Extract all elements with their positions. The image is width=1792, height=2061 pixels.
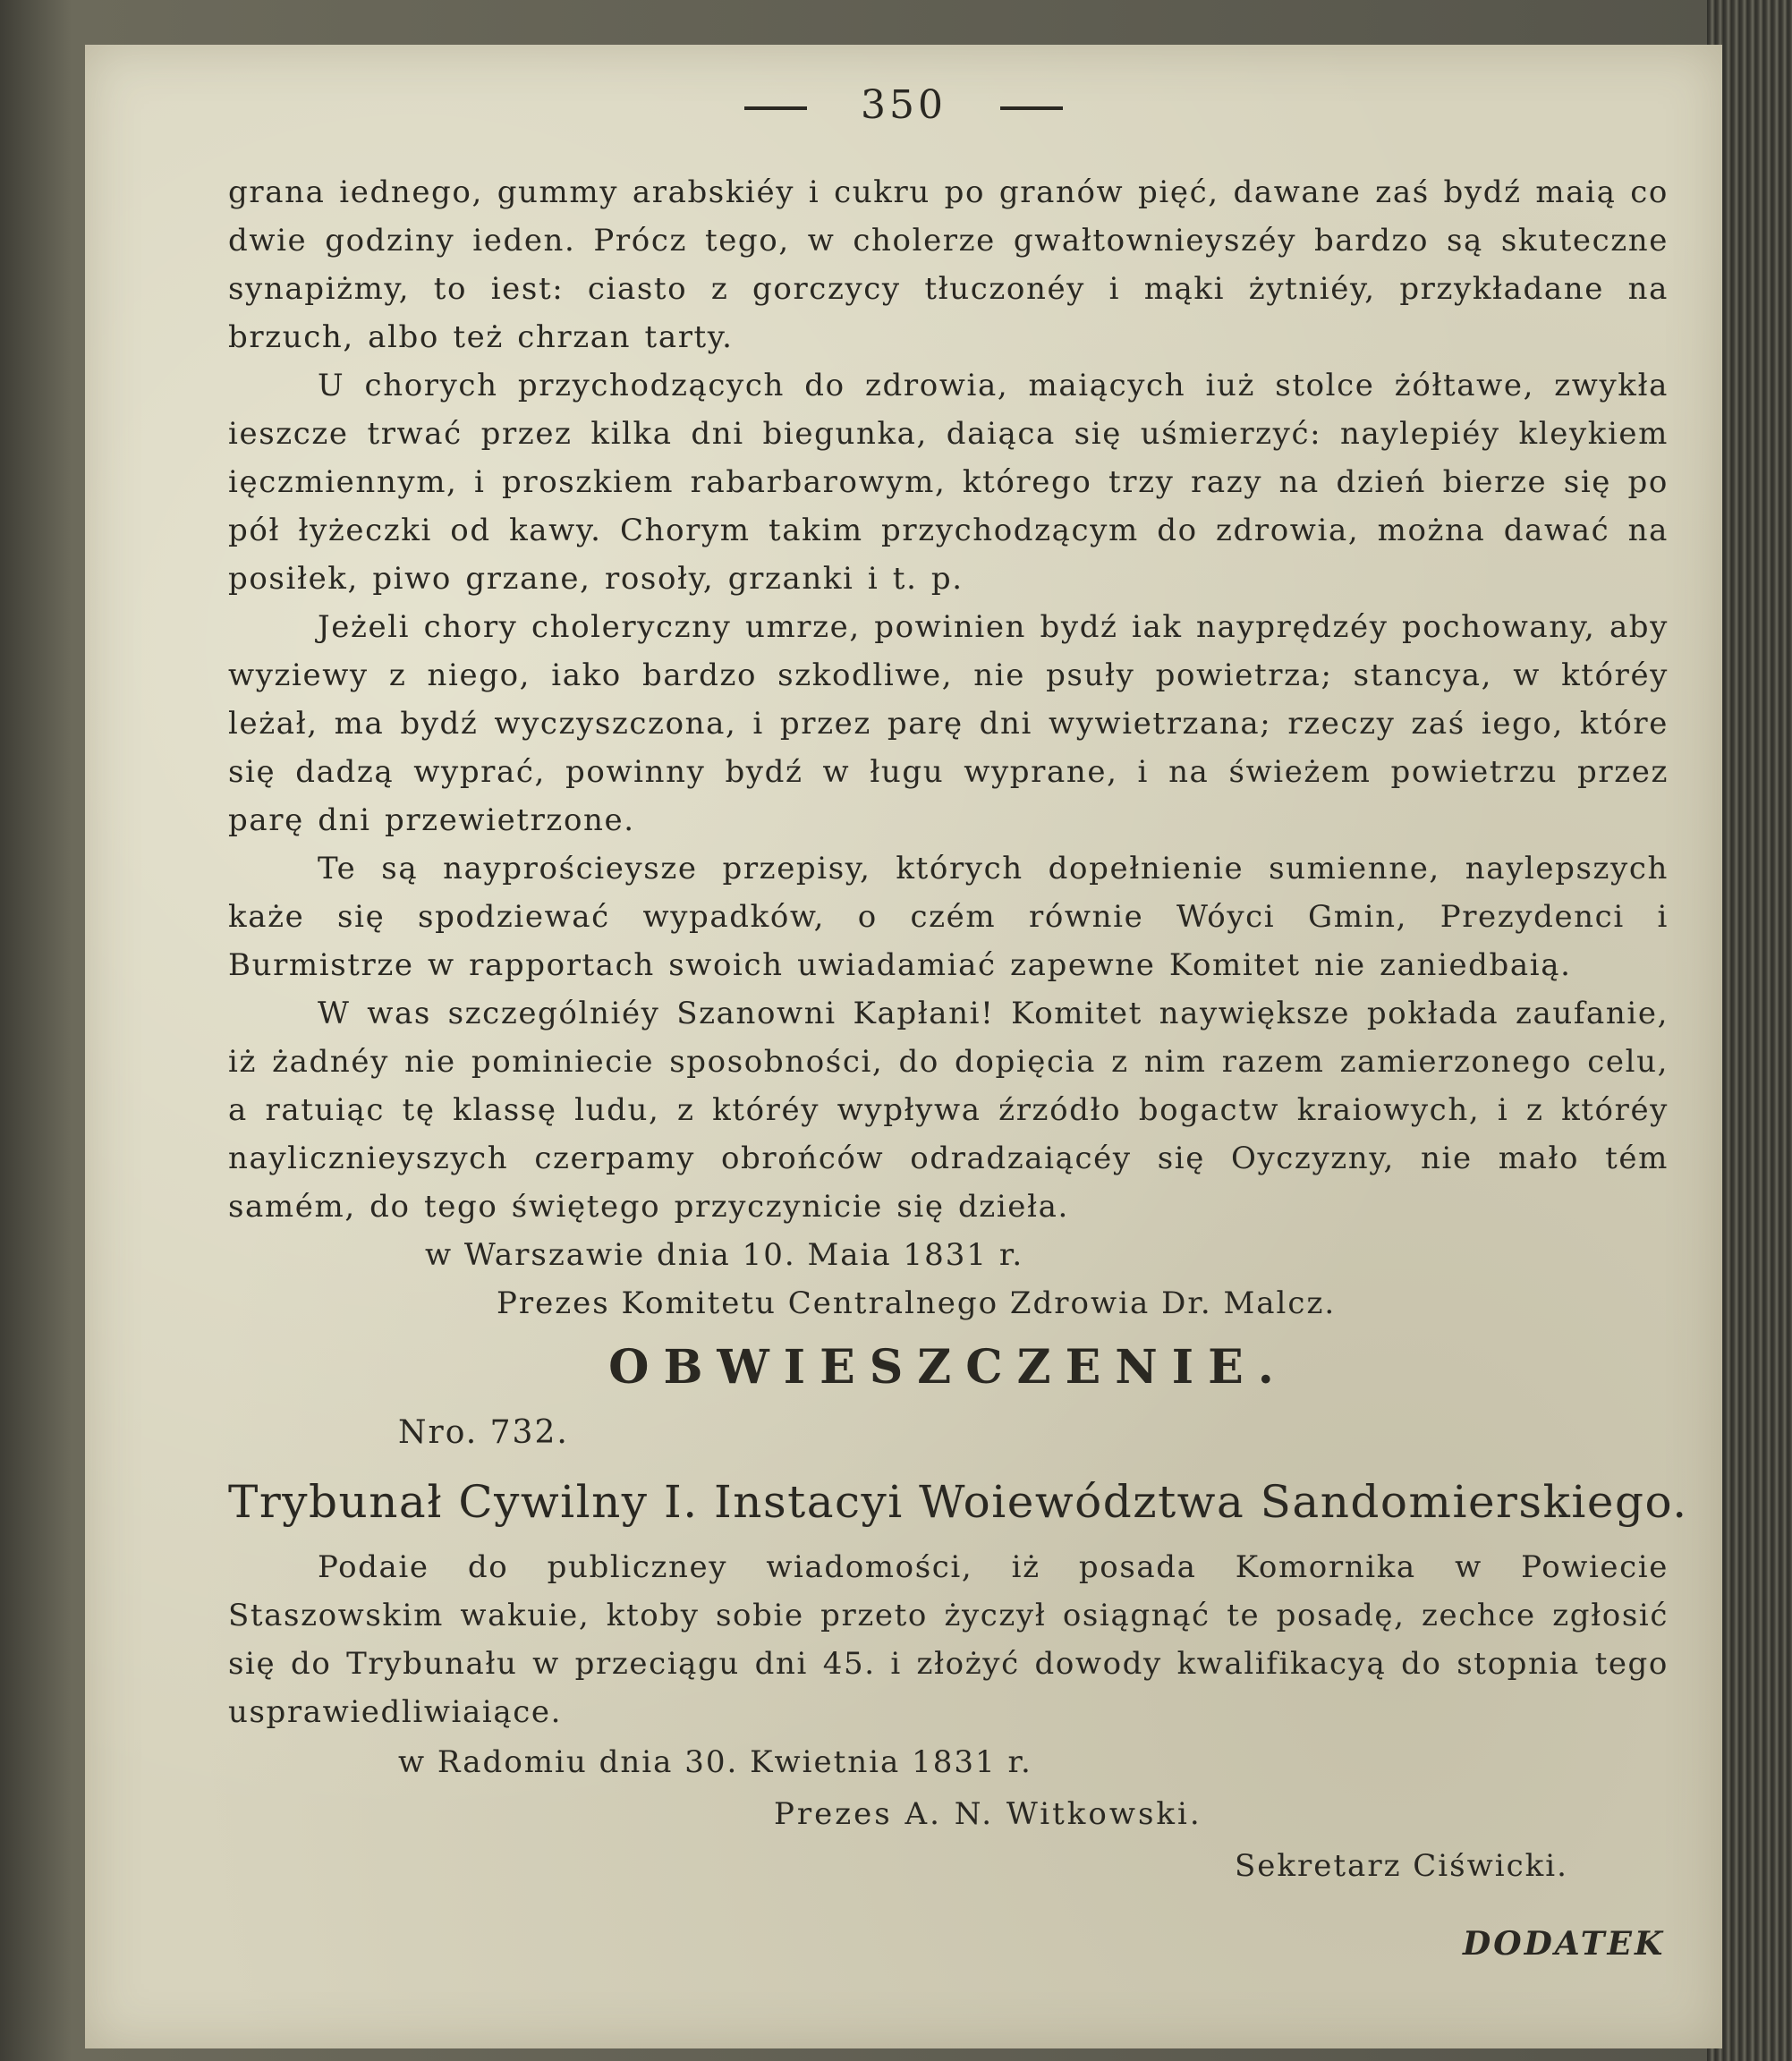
document-page: [85, 45, 1722, 2048]
paragraph-3: Jeżeli chory choleryczny umrze, powinien bydź iak nayprędzéy pochowany, aby wyziewy z niego, iako bardzo szkodliwe, nie psuły powietrza; stancya, w któréy leżał, ma bydź wyczyszczona, i przez parę dni wywietrzana; rzeczy zaś iego, które się dadzą wyprać, powinny bydź w ługu wyprane, i na świeżem powietrzu przez parę dni przewietrzone.: [228, 609, 1669, 838]
notice-sekretarz: Sekretarz Ciświcki.: [1235, 1848, 1568, 1884]
paragraph-5: W was szczególniéy Szanowni Kapłani! Komitet naywiększe pokłada zaufanie, iż żadnéy nie pominiecie sposobności, do dopięcia z nim razem zamierzonego celu, a ratuiąc tę klassę ludu, z któréy wypływa źrzódło bogactw kraiowych, i z któréy naylicznieyszych czerpamy obrońców odradzaiącéy się Oyczyzny, nie mało tém samém, do tego świętego przyczynicie się dzieła.: [228, 996, 1669, 1225]
paragraph-1: grana iednego, gummy arabskiéy i cukru po granów pięć, dawane zaś bydź maią co dwie godziny ieden. Prócz tego, w cholerze gwałtownieyszéy bardzo są skuteczne synapiżmy, to iest: ciasto z gorczycy tłuczonéy i mąki żytniéy, przykładane na brzuch, albo też chrzan tarty.: [228, 174, 1669, 355]
catchword: DODATEK: [1463, 1925, 1666, 1963]
page-header: [85, 82, 1722, 128]
dateline-warsaw: w Warszawie dnia 10. Maia 1831 r.: [425, 1237, 1024, 1273]
header-dash-right: [1000, 106, 1063, 110]
page-body: [228, 168, 1688, 1971]
notice-title: OBWIESZCZENIE.: [608, 1340, 1288, 1395]
tribunal-heading: Trybunał Cywilny I. Instacyi Woiewództwa Sandomierskiego.: [228, 1476, 1688, 1528]
paragraph-4: Te są nayprościeysze przepisy, których dopełnienie sumienne, naylepszych każe się spodziewać wypadków, o czém równie Wóyci Gmin, Prezydenci i Burmistrze w rapportach swoich uwiadamiać zapewne Komitet nie zaniedbaią.: [228, 851, 1669, 983]
paragraph-2: U chorych przychodzących do zdrowia, maiących iuż stolce żółtawe, zwykła ieszcze trwać przez kilka dni biegunka, daiąca się uśmierzyć: naylepiéy kleykiem ięczmiennym, i proszkiem rabarbarowym, którego trzy razy na dzień bierze się po pół łyżeczki od kawy. Chorym takim przychodzącym do zdrowia, można dawać na posiłek, piwo grzane, rosoły, grzanki i t. p.: [228, 368, 1669, 597]
dateline-radom: w Radomiu dnia 30. Kwietnia 1831 r.: [398, 1744, 1032, 1780]
notice-number: Nro. 732.: [398, 1414, 569, 1451]
notice-body: Podaie do publiczney wiadomości, iż posada Komornika w Powiecie Staszowskim wakuie, ktoby sobie przeto życzył osiągnąć te posadę, zechce zgłosić się do Trybunału w przeciągu dni 45. i złożyć dowody kwalifikacyą do stopnia tego usprawiedliwiaiące.: [228, 1549, 1669, 1730]
signoff-prezes: Prezes Komitetu Centralnego Zdrowia Dr. Malcz.: [497, 1285, 1337, 1321]
page-number: 350: [861, 82, 947, 128]
notice-prezes: Prezes A. N. Witkowski.: [774, 1796, 1202, 1832]
header-dash-left: [744, 106, 807, 110]
